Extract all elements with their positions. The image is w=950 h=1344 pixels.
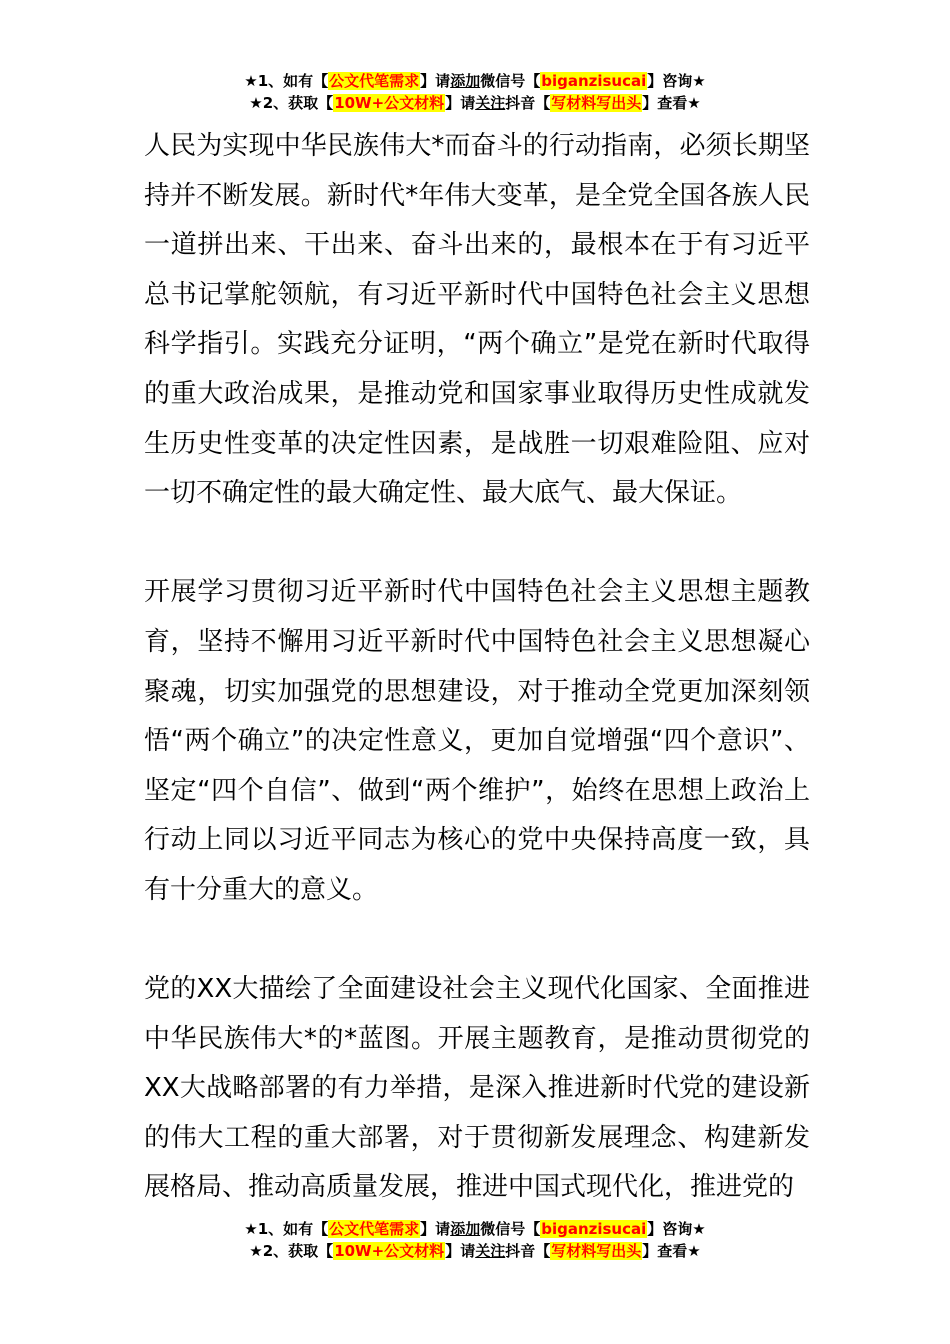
banner-text: ★1、如有【 bbox=[244, 1220, 329, 1238]
banner-highlight: 公文代笔需求 bbox=[329, 1220, 420, 1238]
document-body bbox=[144, 122, 810, 1213]
banner-text: ★1、如有【 bbox=[244, 72, 329, 90]
banner-highlight: 写材料写出头 bbox=[551, 94, 642, 112]
banner-text: 】请 bbox=[420, 1220, 451, 1238]
banner-text: 】咨询★ bbox=[647, 72, 706, 90]
footer-banner bbox=[0, 1218, 950, 1262]
banner-line-1 bbox=[0, 1218, 950, 1240]
banner-highlight: biganzisucai bbox=[541, 1220, 647, 1238]
banner-emphasis: 关注 bbox=[475, 94, 506, 112]
banner-text: 】请 bbox=[445, 1242, 476, 1260]
paragraph-1: 人民为实现中华民族伟大*而奋斗的行动指南，必须长期坚持并不断发展。新时代*年伟大变革，是全党全国各族人民一道拼出来、干出来、奋斗出来的，最根本在于有习近平总书记掌舵领航，有习近平新时代中国特色社会主义思想科学指引。实践充分证明，“两个确立”是党在新时代取得的重大政治成果，是推动党和国家事业取得历史性成就发生历史性变革的决定性因素，是战胜一切艰难险阻、应对一切不确定性的最大确定性、最大底气、最大保证。 bbox=[144, 131, 810, 509]
paragraph-gap bbox=[144, 519, 810, 569]
banner-highlight: 公文代笔需求 bbox=[329, 72, 420, 90]
banner-text: 微信号【 bbox=[480, 1220, 541, 1238]
banner-emphasis: 添加 bbox=[450, 72, 481, 90]
banner-highlight: 写材料写出头 bbox=[551, 1242, 642, 1260]
banner-line-2 bbox=[0, 1240, 950, 1262]
banner-text: 抖音【 bbox=[505, 94, 551, 112]
banner-emphasis: 添加 bbox=[450, 1220, 481, 1238]
banner-text: ★2、获取【 bbox=[249, 1242, 334, 1260]
banner-text: 】查看★ bbox=[642, 1242, 701, 1260]
paragraph-2: 开展学习贯彻习近平新时代中国特色社会主义思想主题教育，坚持不懈用习近平新时代中国特色社会主义思想凝心聚魂，切实加强党的思想建设，对于推动全党更加深刻领悟“两个确立”的决定性意义，更加自觉增强“四个意识”、坚定“四个自信”、做到“两个维护”，始终在思想上政治上行动上同以习近平同志为核心的党中央保持高度一致，具有十分重大的意义。 bbox=[144, 577, 810, 905]
banner-text: ★2、获取【 bbox=[249, 94, 334, 112]
banner-text: 】查看★ bbox=[642, 94, 701, 112]
banner-line-1 bbox=[0, 70, 950, 92]
banner-highlight: 10W+公文材料 bbox=[334, 94, 445, 112]
banner-emphasis: 关注 bbox=[475, 1242, 506, 1260]
banner-highlight: 10W+公文材料 bbox=[334, 1242, 445, 1260]
paragraph-gap bbox=[144, 916, 810, 966]
banner-highlight: biganzisucai bbox=[541, 72, 647, 90]
banner-text: 】请 bbox=[445, 94, 476, 112]
banner-text: 】咨询★ bbox=[647, 1220, 706, 1238]
banner-text: 】请 bbox=[420, 72, 451, 90]
banner-text: 抖音【 bbox=[505, 1242, 551, 1260]
banner-text: 微信号【 bbox=[480, 72, 541, 90]
banner-line-2 bbox=[0, 92, 950, 114]
header-banner bbox=[0, 70, 950, 114]
paragraph-3: 党的XX大描绘了全面建设社会主义现代化国家、全面推进中华民族伟大*的*蓝图。开展主题教育，是推动贯彻党的XX大战略部署的有力举措，是深入推进新时代党的建设新的伟大工程的重大部署，对于贯彻新发展理念、构建新发展格局、推动高质量发展，推进中国式现代化，推进党的 bbox=[144, 974, 810, 1203]
